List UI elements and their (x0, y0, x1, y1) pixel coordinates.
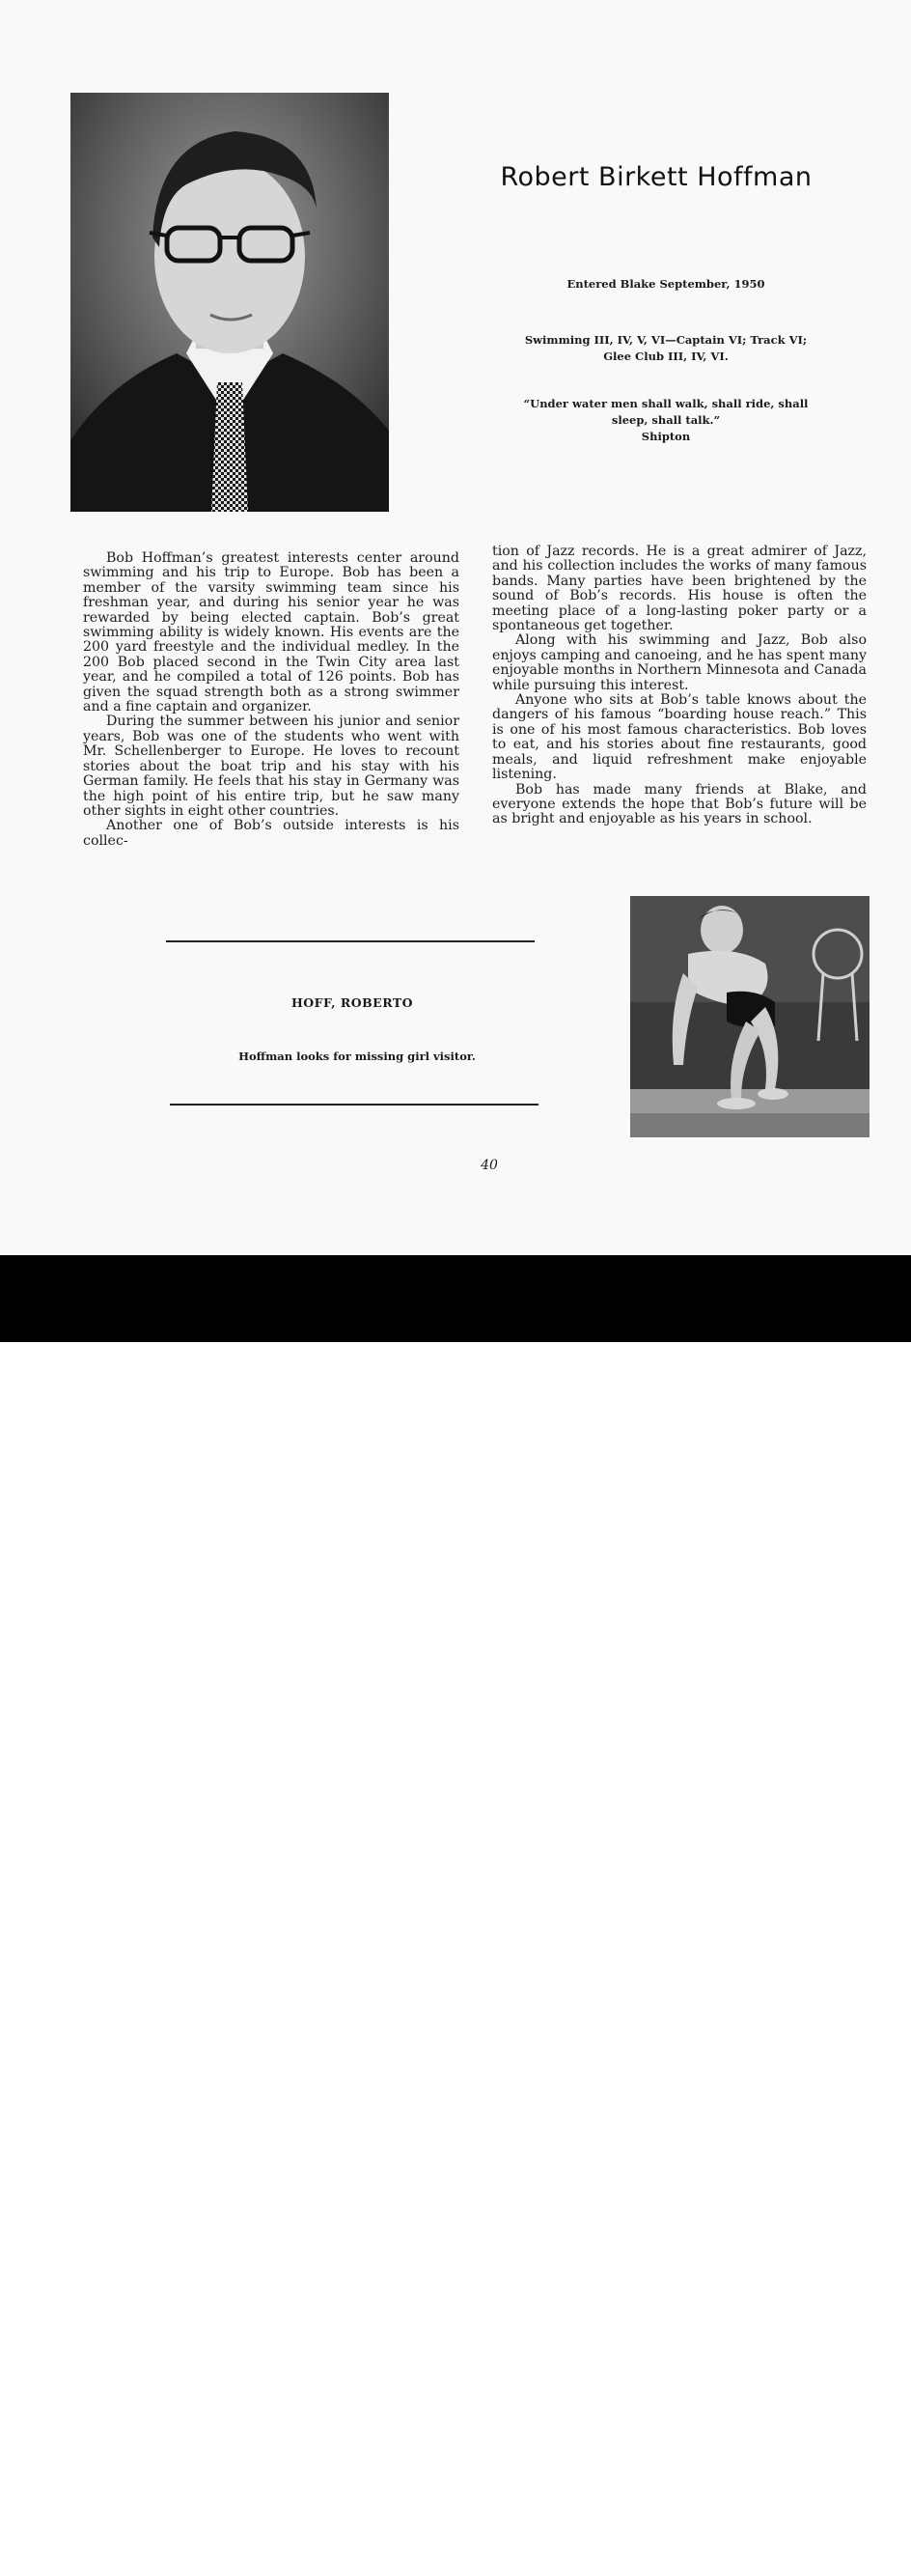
stock-watermark-bar (0, 1255, 911, 2576)
image-id: Image ID: 3APMD5T (753, 2534, 888, 2550)
biography-left-column (83, 551, 459, 849)
biography-paragraph: During the summer between his junior and senior years, Bob was one of the students who went with Mr. Schellenberger to Europe. He loves to recount stories about the boat trip and his stay with his German family. He feels that his stay in Germany was the high point of his entire trip, but he saw many other sights in eight other countries. (83, 714, 459, 819)
quote-line-2: sleep, shall talk.” (611, 413, 721, 427)
biography-paragraph: tion of Jazz records. He is a great admirer of Jazz, and his collection includes the works of many famous bands. Many parties have been brightened by the sound of Bob’s records. His house is often the meeting place of a long-lasting poker party or a spontaneous get together. (492, 544, 867, 634)
biography-paragraph: Bob has made many friends at Blake, and everyone extends the hope that Bob’s future will be as bright and enjoyable as his years in school. (492, 781, 867, 827)
photo-caption: Hoffman looks for missing girl visitor. (238, 1050, 476, 1063)
divider-top (166, 940, 535, 942)
activities-line-1: Swimming III, IV, V, VI—Captain VI; Track VI; (524, 333, 808, 347)
biography-paragraph: Bob Hoffman’s greatest interests center around swimming and his trip to Europe. Bob has been a member of the varsity swimming team since his freshman year, and during his senior year he was rewarded by being elected captain. Bob’s great swimming ability is widely known. His events are the 200 yard freestyle and the individual medley. In the 200 Bob placed second in the Twin City area last year, and he compiled a total of 126 points. Bob has given the squad strength both as a strong swimmer and a fine captain and organizer. (83, 550, 459, 715)
swimming-photo (630, 896, 870, 1137)
biography-paragraph: Along with his swimming and Jazz, Bob also enjoys camping and canoeing, and he has spent many enjoyable months in Northern Minnesota and Canada while pursuing this interest. (492, 632, 867, 693)
student-name: Robert Birkett Hoffman (500, 162, 813, 192)
yearbook-page (0, 0, 911, 1255)
quote-author: Shipton (641, 430, 691, 443)
stock-url: www.alamy.com (779, 2561, 888, 2576)
biography-paragraph: Anyone who sits at Bob’s table knows about the dangers of his famous “boarding house reach.” This is one of his most famous characteristics. Bob loves to eat, and his stories about fine restaurants, good meals, and liquid refreshment make enjoyable listening. (492, 692, 867, 783)
activities-line-2: Glee Club III, IV, VI. (603, 350, 729, 363)
quote-line-1: “Under water men shall walk, shall ride, shall (523, 397, 809, 410)
senior-quote (502, 396, 830, 445)
nickname: HOFF, ROBERTO (290, 995, 414, 1010)
swimmer-image (630, 896, 870, 1137)
alamy-logo: alamy (26, 2534, 139, 2573)
entered-date: Entered Blake September, 1950 (566, 277, 765, 291)
biography-paragraph: Another one of Bob’s outside interests is his collec- (83, 818, 459, 849)
biography-right-column (492, 545, 867, 827)
portrait-image (70, 93, 389, 512)
page-number: 40 (481, 1158, 498, 1173)
portrait-photo (70, 93, 389, 512)
activities (502, 332, 830, 365)
divider-bottom (170, 1104, 538, 1106)
